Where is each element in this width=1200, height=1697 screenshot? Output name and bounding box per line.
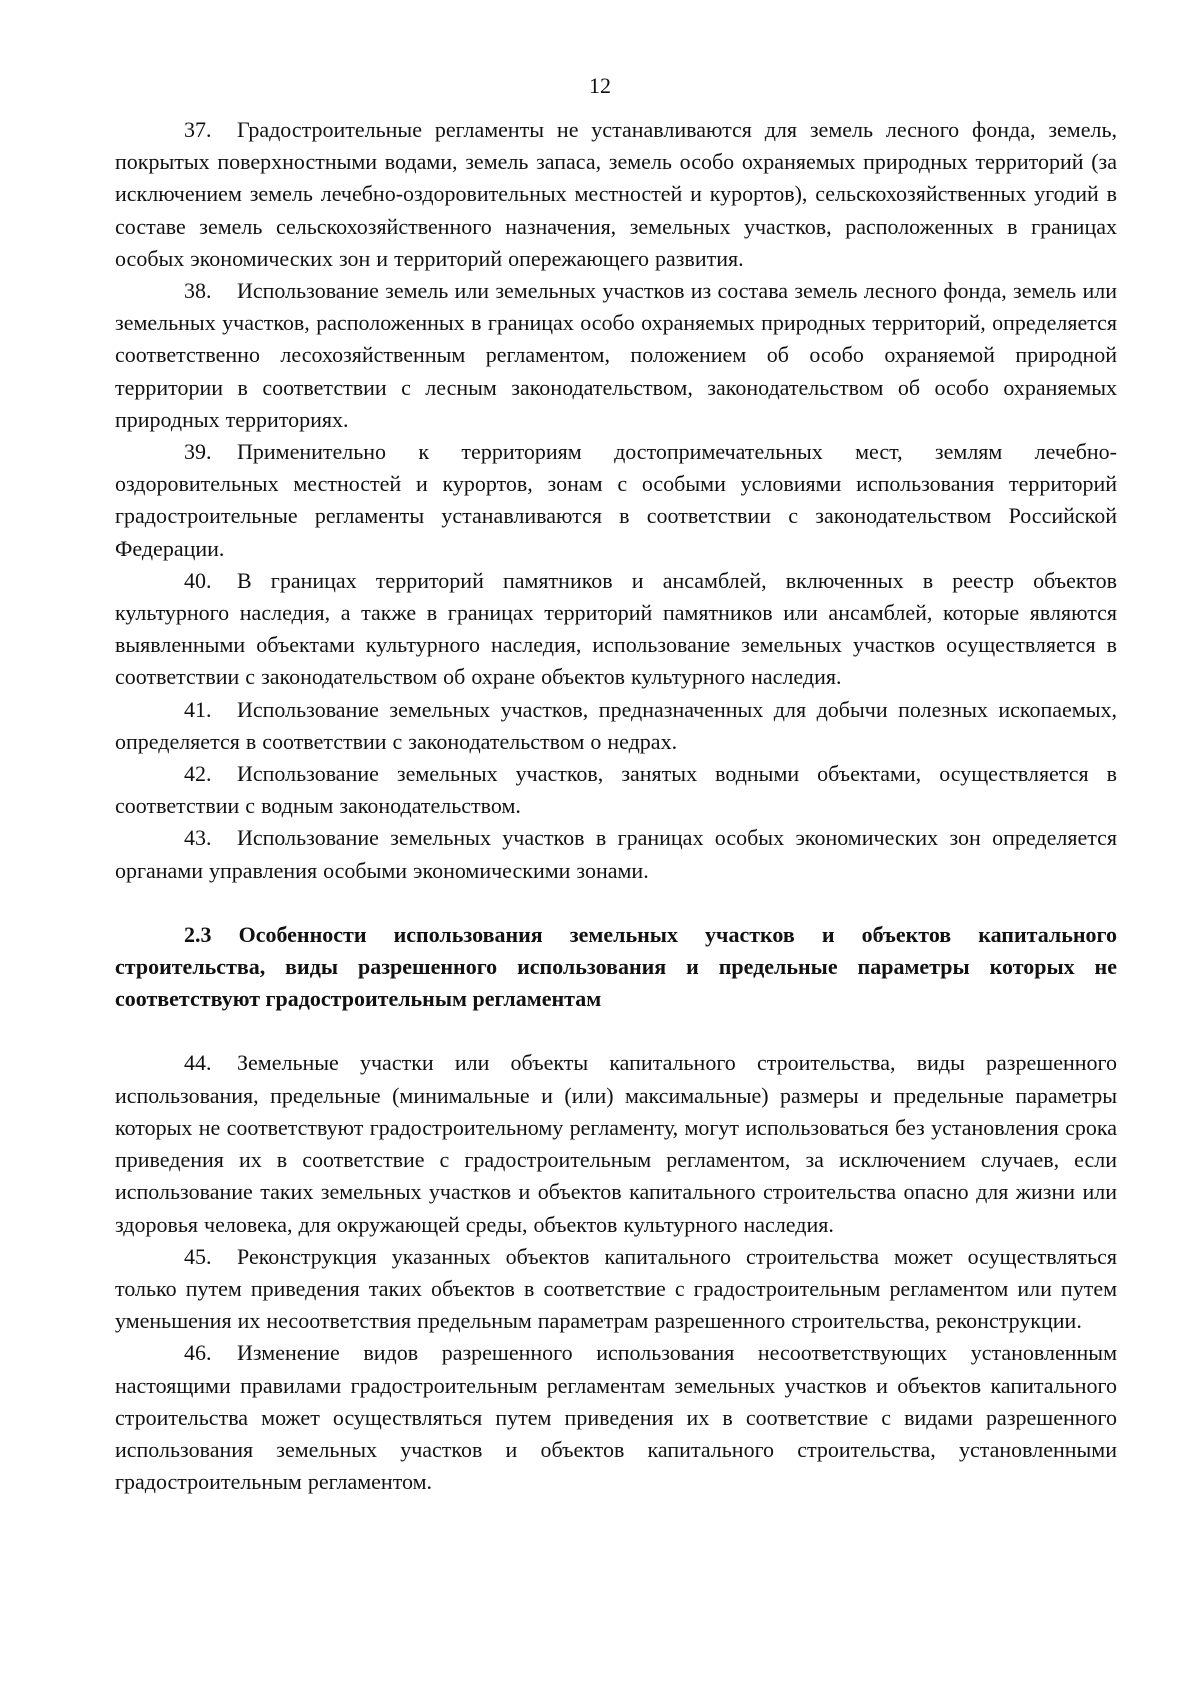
paragraph-text: Использование земельных участков, предназначенных для добычи полезных ископаемых, определяется в соответствии с законодательством о недрах. <box>115 696 1117 754</box>
paragraph-number: 45. <box>184 1243 212 1269</box>
paragraph-number: 39. <box>184 439 212 465</box>
paragraph-42 <box>115 758 1117 822</box>
paragraph-45 <box>115 1241 1117 1338</box>
paragraph-number: 44. <box>184 1050 212 1076</box>
paragraph-37 <box>115 114 1117 275</box>
paragraph-39 <box>115 436 1117 565</box>
paragraph-number: 40. <box>184 567 212 593</box>
paragraph-number: 43. <box>184 825 212 851</box>
paragraph-text: Земельные участки или объекты капитального строительства, виды разрешенного использования, предельные (минимальные и (или) максимальные) размеры и предельные параметры которых не соответствуют градостроительному регламенту, могут использоваться без установления срока приведения их в соответствие с градостроительным регламентом, за исключением случаев, если использование таких земельных участков и объектов капитального строительства опасно для жизни или здоровья человека, для окружающей среды, объектов культурного наследия. <box>115 1050 1117 1237</box>
paragraph-text: Градостроительные регламенты не устанавливаются для земель лесного фонда, земель, покрытых поверхностными водами, земель запаса, земель особо охраняемых природных территорий (за исключением земель лечебно-оздоровительных местностей и курортов), сельскохозяйственных угодий в составе земель сельскохозяйственного назначения, земельных участков, расположенных в границах особых экономических зон и территорий опережающего развития. <box>115 117 1117 271</box>
paragraph-text: Изменение видов разрешенного использования несоответствующих установленным настоящими правилами градостроительным регламентам земельных участков и объектов капитального строительства может осуществляться путем приведения их в соответствие с видами разрешенного использования земельных участков и объектов капитального строительства, установленными градостроительным регламентом. <box>115 1340 1117 1495</box>
paragraph-number: 38. <box>184 278 212 304</box>
paragraph-43 <box>115 822 1117 886</box>
page-content <box>115 114 1117 1498</box>
paragraph-46 <box>115 1337 1117 1498</box>
paragraph-number: 42. <box>184 761 212 787</box>
paragraph-41 <box>115 694 1117 758</box>
paragraph-text: Использование земельных участков, занятых водными объектами, осуществляется в соответствии с водным законодательством. <box>115 761 1117 819</box>
paragraph-38 <box>115 275 1117 436</box>
paragraph-text: Реконструкция указанных объектов капитального строительства может осуществляться только путем приведения таких объектов в соответствие с градостроительным регламентом или путем уменьшения их несоответствия предельным параметрам разрешенного строительства, реконструкции. <box>115 1243 1117 1334</box>
paragraph-text: Применительно к территориям достопримечательных мест, землям лечебно-оздоровительных местностей и курортов, зонам с особыми условиями использования территорий градостроительные регламенты устанавливаются в соответствии с законодательством Российской Федерации. <box>115 439 1117 561</box>
paragraph-44 <box>115 1047 1117 1240</box>
paragraph-text: В границах территорий памятников и ансамблей, включенных в реестр объектов культурного наследия, а также в границах территорий памятников или ансамблей, которые являются выявленными объектами культурного наследия, использование земельных участков осуществляется в соответствии с законодательством об охране объектов культурного наследия. <box>115 567 1117 690</box>
paragraph-number: 46. <box>184 1340 212 1366</box>
section-heading: 2.3 Особенности использования земельных участков и объектов капитального строительства, виды разрешенного использования и предельные параметры которых не соответствуют градостроительным регламентам <box>115 921 1117 1012</box>
paragraph-number: 41. <box>184 696 212 722</box>
page-number: 12 <box>589 73 611 98</box>
paragraph-text: Использование земельных участков в границах особых экономических зон определяется органами управления особыми экономическими зонами. <box>115 825 1117 883</box>
paragraph-number: 37. <box>184 117 212 142</box>
paragraph-text: Использование земель или земельных участков из состава земель лесного фонда, земель или земельных участков, расположенных в границах особо охраняемых природных территорий, определяется соответственно лесохозяйственным регламентом, положением об особо охраняемой природной территории в соответствии с лесным законодательством, законодательством об особо охраняемых природных территориях. <box>115 278 1117 432</box>
paragraph-40 <box>115 565 1117 694</box>
